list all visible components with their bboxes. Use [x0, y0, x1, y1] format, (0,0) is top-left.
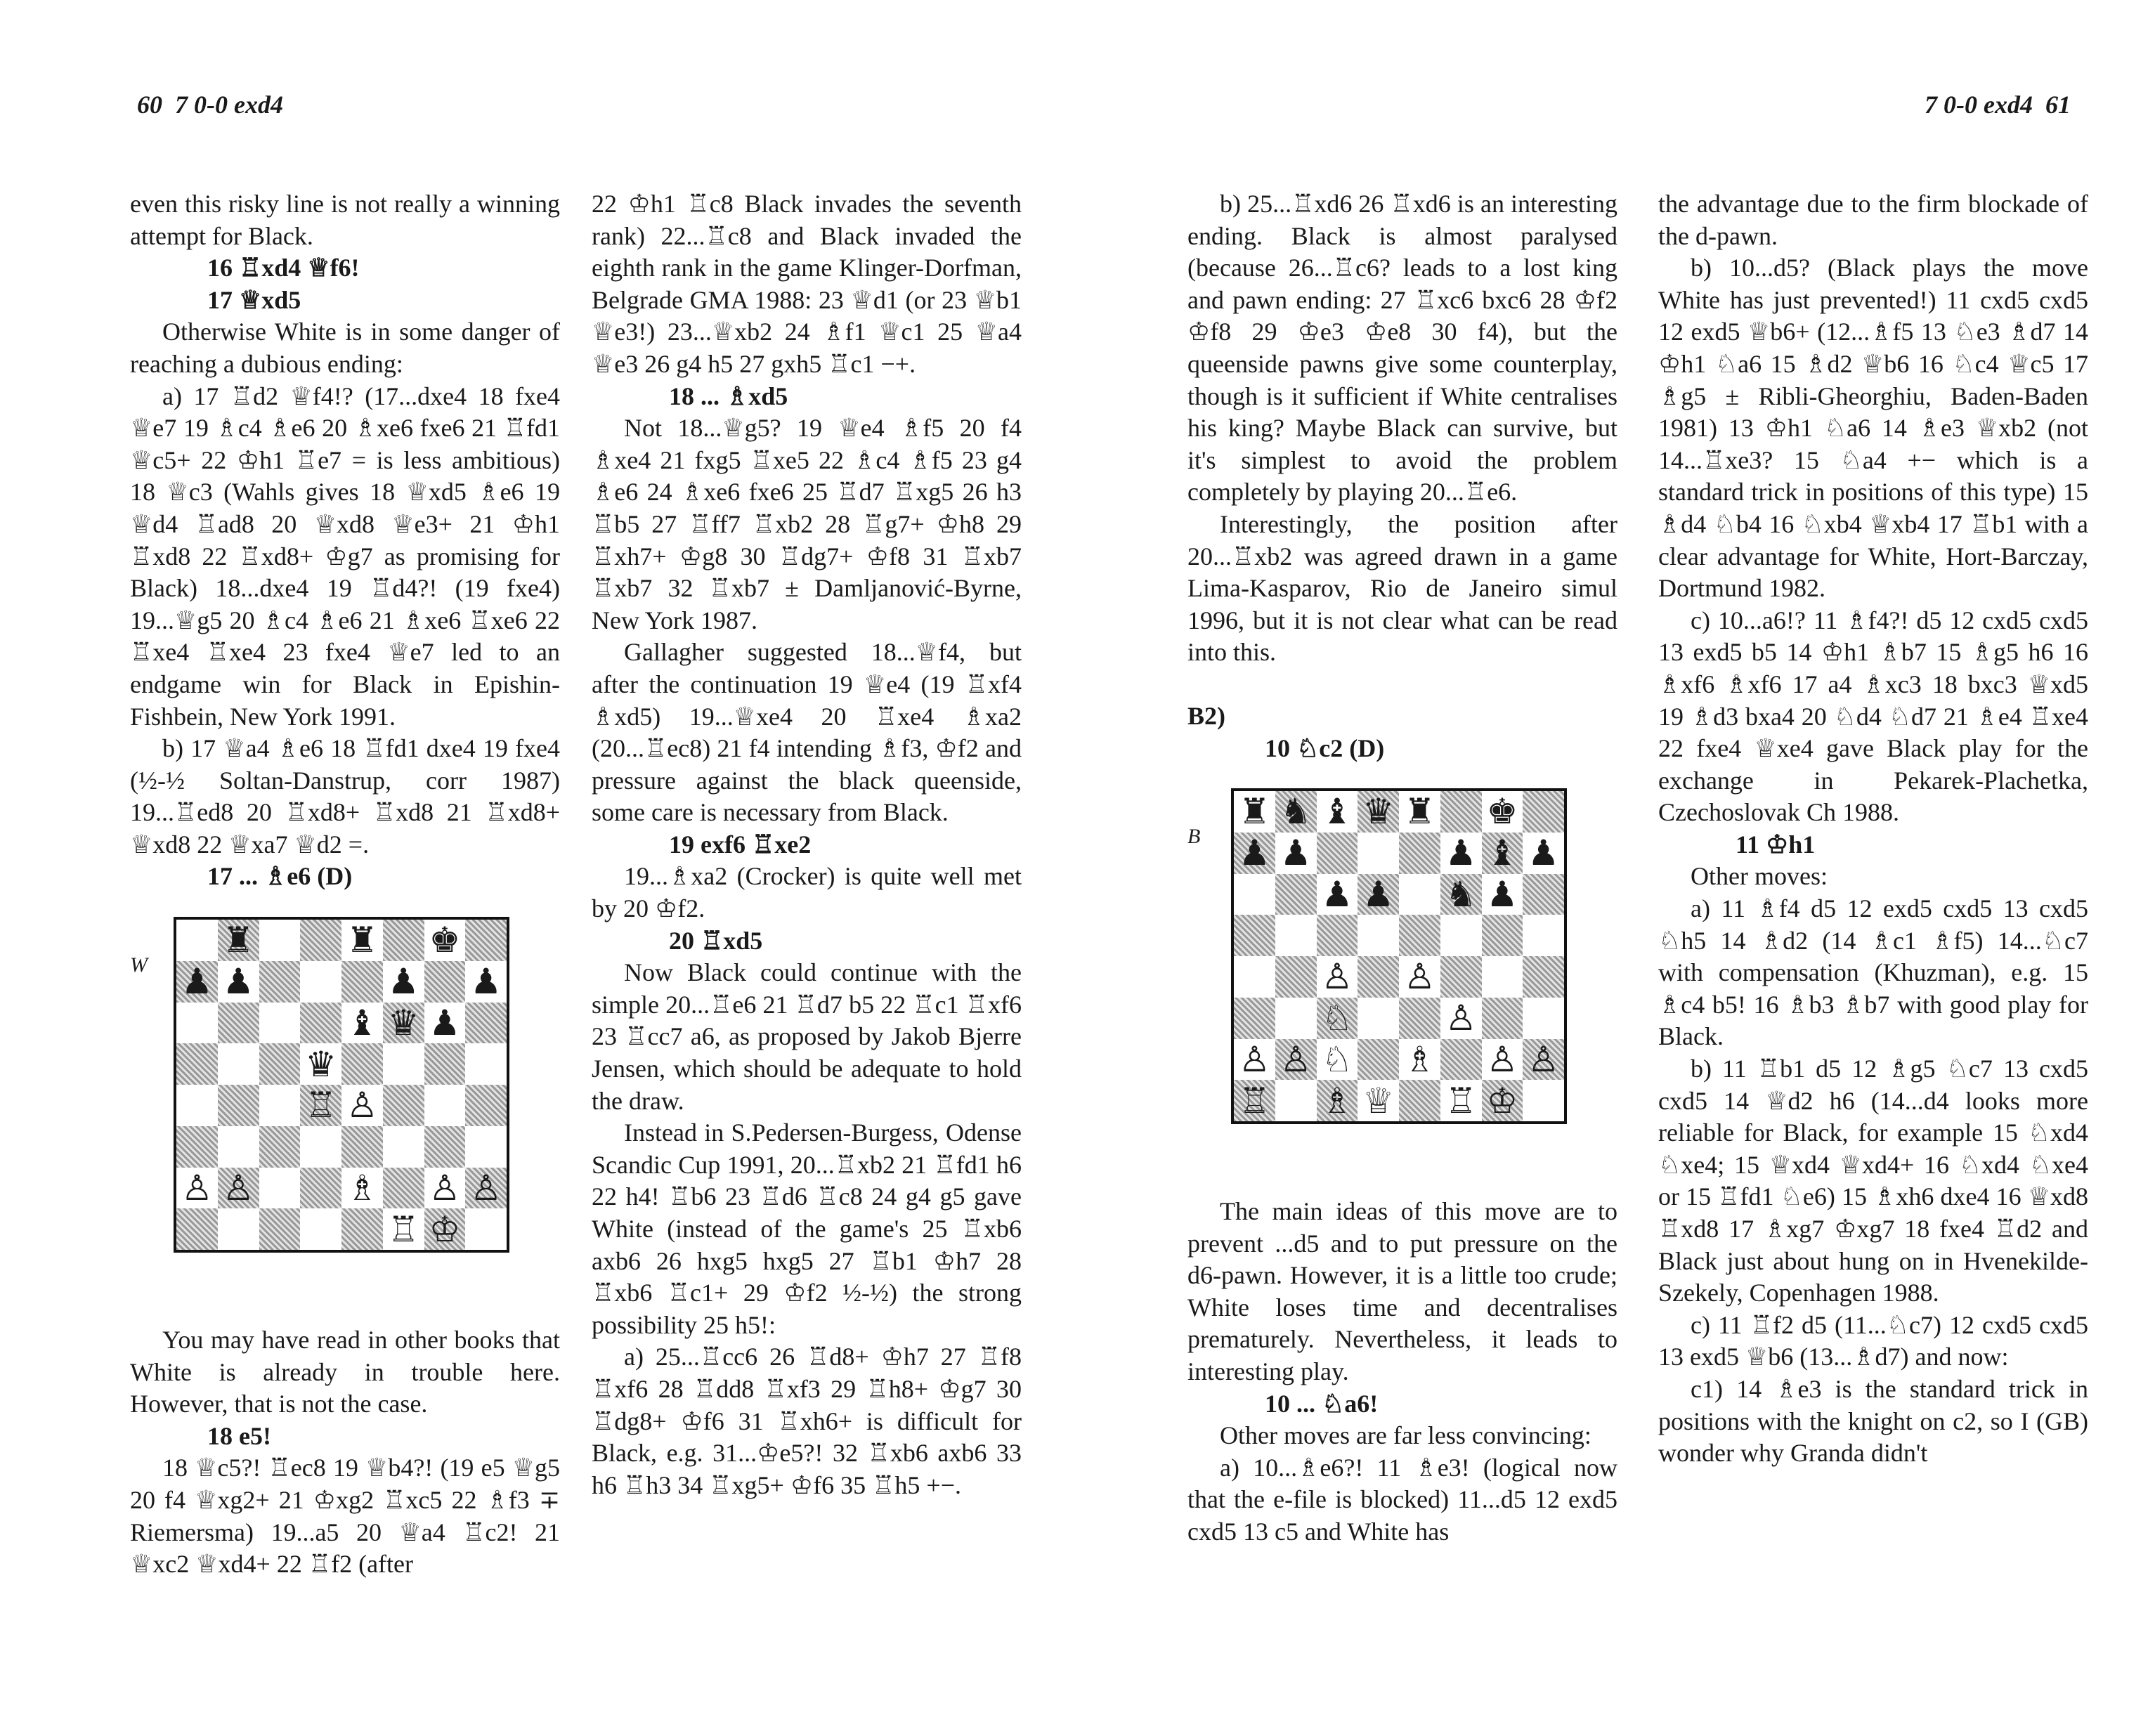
chess-square	[1234, 874, 1275, 915]
chess-piece-square: ♛	[383, 1003, 424, 1044]
chess-square	[465, 1208, 507, 1250]
chess-piece-square: ♗	[1399, 1039, 1440, 1081]
chess-square	[1399, 833, 1440, 874]
chess-square	[1440, 1039, 1482, 1081]
chess-piece-square: ♟	[1275, 833, 1317, 874]
chess-square	[300, 1126, 341, 1168]
chess-piece-square: ♗	[341, 1168, 383, 1209]
chess-square	[383, 920, 424, 961]
chess-square	[300, 1168, 341, 1209]
chess-square	[1358, 998, 1399, 1039]
side-to-move-label: W	[130, 953, 148, 977]
chess-piece-square: ♙	[1317, 956, 1358, 998]
chess-piece-square: ♟	[383, 961, 424, 1003]
chess-piece-square: ♟	[218, 961, 259, 1003]
chess-square	[1482, 998, 1523, 1039]
chess-piece-square: ♖	[1234, 1080, 1275, 1121]
chess-piece-square: ♝	[1482, 833, 1523, 874]
chess-square	[1523, 998, 1564, 1039]
chess-piece-square: ♖	[1440, 1080, 1482, 1121]
move-line: 10 ♘c2 (D)	[1265, 733, 1385, 762]
paragraph: c1) 14 ♗e3 is the standard trick in positions with the knight on c2, so I (GB) wonder why Granda didn't	[1658, 1374, 2088, 1468]
chess-square	[1399, 874, 1440, 915]
left-page-number: 60	[137, 91, 162, 119]
chess-square	[1275, 915, 1317, 956]
chess-square	[176, 1126, 218, 1168]
chess-square	[1440, 791, 1482, 833]
chess-square	[383, 1043, 424, 1085]
chess-square	[1234, 998, 1275, 1039]
chess-square	[1523, 1080, 1564, 1121]
paragraph: 19...♗xa2 (Crocker) is quite well met by 20 ♔f2.	[592, 862, 1022, 923]
chess-square	[300, 1003, 341, 1044]
paragraph: Instead in S.Pedersen-Burgess, Odense Scandic Cup 1991, 20...♖xb2 21 ♖fd1 h6 22 h4! ♖b6 23 ♖d6 ♖c8 24 g4 g5 gave White (instead of the game's 25 ♖xb6 axb6 26 hxg5 hxg5 27 ♖b1 ♔h7 28 ♖xb6 ♖c1+ 29 ♔f2 ½-½) the strong possibility 25 h5!:	[592, 1118, 1022, 1339]
chess-piece-square: ♙	[1482, 1039, 1523, 1081]
chess-square	[1317, 915, 1358, 956]
paragraph: 18 ♕c5?! ♖ec8 19 ♕b4?! (19 e5 ♕g5 20 f4 ♕xg2+ 21 ♔xg2 ♖xc5 22 ♗f3 ∓ Riemersma) 19...a5 20 ♕a4 ♖c2! 21 ♕xc2 ♕xd4+ 22 ♖f2 (after	[130, 1454, 560, 1579]
chess-square	[1523, 956, 1564, 998]
chess-square	[259, 1208, 301, 1250]
chess-piece-square: ♗	[1317, 1080, 1358, 1121]
column-2	[592, 188, 1022, 1501]
paragraph: Not 18...♕g5? 19 ♕e4 ♗f5 20 f4 ♗xe4 21 fxg5 ♖xe5 22 ♗c4 ♗f5 23 g4 ♗e6 24 ♗xe6 fxe6 25 ♖d7 ♖xg5 26 h3 ♖b5 27 ♖ff7 ♖xb2 28 ♖g7+ ♔h8 29 ♖xh7+ ♔g8 30 ♖dg7+ ♔f8 31 ♖xb7 ♖xb7 32 ♖xb7 ± Damljanović-Byrne, New York 1987.	[592, 414, 1022, 634]
chess-square	[176, 1043, 218, 1085]
paragraph: Now Black could continue with the simple 20...♖e6 21 ♖d7 b5 22 ♖c1 ♖xf6 23 ♖cc7 a6, as proposed by Jakob Bjerre Jensen, which should be adequate to hold the draw.	[592, 958, 1022, 1115]
chess-piece-square: ♟	[465, 961, 507, 1003]
chess-square	[218, 1126, 259, 1168]
chess-piece-square: ♞	[1440, 874, 1482, 915]
chess-piece-square: ♜	[218, 920, 259, 961]
paragraph: Gallagher suggested 18...♕f4, but after the continuation 19 ♕e4 (19 ♖xf4 ♗xd5) 19...♕xe4 20 ♖xe4 ♗xa2 (20...♖ec8) 21 f4 intending ♗f3, ♔f2 and pressure against the black queenside, some care is necessary from Black.	[592, 638, 1022, 827]
chess-piece-square: ♟	[1482, 874, 1523, 915]
column-3	[1187, 188, 1617, 1548]
chess-square	[1275, 998, 1317, 1039]
move-line: 16 ♖xd4 ♕f6!	[207, 254, 360, 282]
chess-piece-square: ♝	[1317, 791, 1358, 833]
chess-square	[424, 1126, 466, 1168]
chess-piece-square: ♙	[341, 1085, 383, 1126]
paragraph: Interestingly, the position after 20...♖xb2 was agreed drawn in a game Lima-Kasparov, Rio de Janeiro simul 1996, but it is not clear what can be read into this.	[1187, 509, 1617, 667]
move-line: 11 ♔h1	[1736, 830, 1816, 859]
chess-piece-square: ♜	[1399, 791, 1440, 833]
chess-piece-square: ♟	[424, 1003, 466, 1044]
chess-piece-square: ♔	[424, 1208, 466, 1250]
chess-piece-square: ♚	[1482, 791, 1523, 833]
section-heading: B2)	[1187, 701, 1225, 730]
chess-piece-square: ♖	[383, 1208, 424, 1250]
chess-square	[465, 1085, 507, 1126]
chess-board	[1231, 788, 1567, 1124]
chess-square	[259, 1085, 301, 1126]
chess-square	[424, 1043, 466, 1085]
paragraph: The main ideas of this move are to prevent ...d5 and to put pressure on the d6-pawn. However, it is a little too crude; White loses time and decentralises prematurely. Nevertheless, it leads to interesting play.	[1187, 1197, 1617, 1386]
column-1	[130, 188, 560, 1581]
chess-square	[259, 1003, 301, 1044]
chess-square	[1317, 833, 1358, 874]
paragraph: c) 10...a6!? 11 ♗f4?! d5 12 cxd5 cxd5 13 exd5 b5 14 ♔h1 ♗b7 15 ♗g5 h6 16 ♗xf6 ♗xf6 17 a4 ♗xc3 18 bxc3 ♕xd5 19 ♗d3 bxa4 20 ♘d4 ♘d7 21 ♗e4 ♖xe4 22 fxe4 ♕xe4 gave Black play for the exchange in Pekarek-Plachetka, Czechoslovak Ch 1988.	[1658, 606, 2088, 827]
chess-square	[259, 1126, 301, 1168]
chess-square	[341, 961, 383, 1003]
chess-piece-square: ♕	[1358, 1080, 1399, 1121]
chess-square	[383, 1126, 424, 1168]
paragraph: 22 ♔h1 ♖c8 Black invades the seventh rank) 22...♖c8 and Black invaded the eighth rank in the game Klinger-Dorfman, Belgrade GMA 1988: 23 ♕d1 (or 23 ♕b1 ♕e3!) 23...♕xb2 24 ♗f1 ♕c1 25 ♕a4 ♕e3 26 g4 h5 27 gxh5 ♖c1 −+.	[592, 190, 1022, 378]
chess-square	[1275, 1080, 1317, 1121]
chess-piece-square: ♞	[1275, 791, 1317, 833]
chess-square	[300, 961, 341, 1003]
chess-piece-square: ♟	[1440, 833, 1482, 874]
move-line: 10 ... ♘a6!	[1265, 1389, 1379, 1418]
paragraph: a) 10...♗e6?! 11 ♗e3! (logical now that the e-file is blocked) 11...d5 12 exd5 cxd5 13 c5 and White has	[1187, 1453, 1617, 1546]
chess-square	[1275, 956, 1317, 998]
chess-piece-square: ♘	[1317, 1039, 1358, 1081]
move-line: 19 exf6 ♖xe2	[669, 830, 812, 859]
chess-square	[465, 1003, 507, 1044]
chess-square	[1523, 874, 1564, 915]
chess-square	[176, 1003, 218, 1044]
left-running-title: 7 0-0 exd4	[175, 91, 283, 119]
chess-piece-square: ♙	[1234, 1039, 1275, 1081]
chess-square	[176, 1085, 218, 1126]
chess-square	[1523, 915, 1564, 956]
paragraph: b) 25...♖xd6 26 ♖xd6 is an interesting ending. Black is almost paralysed (because 26...♖c6? leads to a lost king and pawn ending: 27 ♖xc6 bxc6 28 ♔f2 ♔f8 29 ♔e3 ♔e8 30 f4), but the queenside pawns give some counterplay, though is it sufficient if White centralises his king? Maybe Black can survive, but it's simplest to avoid the problem completely by playing 20...♖e6.	[1187, 190, 1617, 507]
right-page-header	[1925, 90, 2071, 119]
chess-square	[1234, 915, 1275, 956]
chess-square	[424, 961, 466, 1003]
chess-square	[465, 1126, 507, 1168]
chess-square	[176, 1208, 218, 1250]
paragraph: even this risky line is not really a winning attempt for Black.	[130, 190, 560, 250]
chess-square	[259, 920, 301, 961]
chess-square	[465, 920, 507, 961]
chess-square	[1358, 956, 1399, 998]
column-4	[1658, 188, 2088, 1470]
chess-piece-square: ♘	[1317, 998, 1358, 1039]
chess-piece-square: ♝	[341, 1003, 383, 1044]
side-to-move-label: B	[1187, 825, 1201, 849]
move-line: 17 ♕xd5	[207, 285, 301, 314]
chess-diagram-b2	[1187, 781, 1617, 1175]
chess-square	[341, 1126, 383, 1168]
move-line: 18 e5!	[207, 1421, 271, 1450]
chess-square	[300, 920, 341, 961]
chess-square	[1523, 791, 1564, 833]
paragraph: b) 17 ♕a4 ♗e6 18 ♖fd1 dxe4 19 fxe4 (½-½ Soltan-Danstrup, corr 1987) 19...♖ed8 20 ♖xd8+ ♖xd8 21 ♖xd8+ ♕xd8 22 ♕xa7 ♕d2 =.	[130, 734, 560, 859]
paragraph: You may have read in other books that White is already in trouble here. However, that is not the case.	[130, 1326, 560, 1418]
chess-square	[424, 1085, 466, 1126]
chess-square	[1358, 833, 1399, 874]
paragraph: Other moves:	[1691, 862, 1828, 891]
chess-square	[1275, 874, 1317, 915]
chess-square	[218, 1208, 259, 1250]
chess-square	[176, 920, 218, 961]
chess-piece-square: ♟	[1234, 833, 1275, 874]
right-running-title: 7 0-0 exd4	[1925, 91, 2033, 119]
chess-piece-square: ♙	[1440, 998, 1482, 1039]
chess-square	[218, 1003, 259, 1044]
chess-piece-square: ♙	[465, 1168, 507, 1209]
chess-piece-square: ♟	[1358, 874, 1399, 915]
chess-square	[465, 1043, 507, 1085]
chess-square	[300, 1208, 341, 1250]
chess-piece-square: ♟	[1317, 874, 1358, 915]
paragraph: the advantage due to the firm blockade of the d-pawn.	[1658, 190, 2088, 250]
chess-square	[259, 1168, 301, 1209]
paragraph: Otherwise White is in some danger of reaching a dubious ending:	[130, 318, 560, 378]
chess-square	[218, 1043, 259, 1085]
chess-square	[259, 961, 301, 1003]
chess-square	[1482, 956, 1523, 998]
chess-piece-square: ♔	[1482, 1080, 1523, 1121]
chess-piece-square: ♚	[424, 920, 466, 961]
chess-piece-square: ♜	[341, 920, 383, 961]
chess-piece-square: ♙	[424, 1168, 466, 1209]
right-page-number: 61	[2045, 91, 2071, 119]
chess-piece-square: ♟	[1523, 833, 1564, 874]
paragraph: a) 17 ♖d2 ♕f4!? (17...dxe4 18 fxe4 ♕e7 19 ♗c4 ♗e6 20 ♗xe6 fxe6 21 ♖fd1 ♕c5+ 22 ♔h1 ♖e7 = is less ambitious) 18 ♕c3 (Wahls gives 18 ♕xd5 ♗e6 19 ♕d4 ♖ad8 20 ♕xd8 ♕e3+ 21 ♔h1 ♖xd8 22 ♖xd8+ ♔g7 as promising for Black) 18...dxe4 19 ♖d4?! (19 fxe4) 19...♕g5 20 ♗c4 ♗e6 21 ♗xe6 ♖xe6 22 ♖xe4 ♖xe4 23 fxe4 ♕e7 led to an endgame win for Black in Epishin-Fishbein, New York 1991.	[130, 381, 560, 731]
chess-square	[341, 1208, 383, 1250]
chess-square	[1399, 1080, 1440, 1121]
move-line: 17 ... ♗e6 (D)	[207, 862, 353, 891]
chess-square	[1482, 915, 1523, 956]
paragraph: b) 10...d5? (Black plays the move White has just prevented!) 11 cxd5 cxd5 12 exd5 ♕b6+ (12...♗f5 13 ♘e3 ♗d7 14 ♔h1 ♘a6 15 ♗d2 ♕b6 16 ♘c4 ♕c5 17 ♗g5 ± Ribli-Gheorghiu, Baden-Baden 1981) 13 ♔h1 ♘a6 14 ♗e3 ♕xb2 (not 14...♖xe3? 15 ♘a4 +− which is a standard trick in positions of this type) 15 ♗d4 ♘b4 16 ♘xb4 ♕xb4 17 ♖b1 with a clear advantage for White, Hort-Barczay, Dortmund 1982.	[1658, 254, 2088, 603]
chess-square	[218, 1085, 259, 1126]
chess-square	[1399, 998, 1440, 1039]
move-line: 20 ♖xd5	[669, 926, 763, 955]
chess-square	[1358, 1039, 1399, 1081]
chess-piece-square: ♖	[300, 1085, 341, 1126]
chess-square	[1399, 915, 1440, 956]
chess-board	[174, 917, 509, 1253]
chess-piece-square: ♛	[1358, 791, 1399, 833]
chess-piece-square: ♙	[176, 1168, 218, 1209]
paragraph: b) 11 ♖b1 d5 12 ♗g5 ♘c7 13 cxd5 cxd5 14 ♕d2 h6 (14...d4 looks more reliable for Black, for example 15 ♘xd4 ♘xe4; 15 ♕xd4 ♕xd4+ 16 ♘xd4 ♘xe4 or 15 ♖fd1 ♘e6) 15 ♗xh6 dxe4 16 ♕xd8 ♖xd8 17 ♗xg7 ♔xg7 18 fxe4 ♖d2 and Black just about hung on in Hvenekilde-Szekely, Copenhagen 1988.	[1658, 1055, 2088, 1307]
chess-square	[1440, 915, 1482, 956]
chess-piece-square: ♙	[1399, 956, 1440, 998]
chess-piece-square: ♜	[1234, 791, 1275, 833]
paragraph: c) 11 ♖f2 d5 (11...♘c7) 12 cxd5 cxd5 13 exd5 ♕b6 (13...♗d7) and now:	[1658, 1310, 2088, 1371]
chess-square	[1440, 956, 1482, 998]
chess-square	[1234, 956, 1275, 998]
chess-piece-square: ♙	[218, 1168, 259, 1209]
move-line: 18 ... ♗xd5	[669, 381, 788, 410]
left-page-header	[137, 90, 283, 119]
chess-square	[383, 1085, 424, 1126]
chess-piece-square: ♙	[1275, 1039, 1317, 1081]
chess-piece-square: ♟	[176, 961, 218, 1003]
chess-diagram-left	[130, 910, 560, 1303]
chess-piece-square: ♙	[1523, 1039, 1564, 1081]
paragraph: a) 11 ♗f4 d5 12 exd5 cxd5 13 cxd5 ♘h5 14 ♗d2 (14 ♗c1 ♗f5) 14...♘c7 with compensation (Khuzman), e.g. 15 ♗c4 b5! 16 ♗b3 ♗b7 with good play for Black.	[1658, 894, 2088, 1051]
chess-piece-square: ♛	[300, 1043, 341, 1085]
paragraph: a) 25...♖cc6 26 ♖d8+ ♔h7 27 ♖f8 ♖xf6 28 ♖dd8 ♖xf3 29 ♖h8+ ♔g7 30 ♖dg8+ ♔f6 31 ♖xh6+ is difficult for Black, e.g. 31...♔e5?! 32 ♖xb6 axb6 33 h6 ♖h3 34 ♖xg5+ ♔f6 35 ♖h5 +−.	[592, 1343, 1022, 1499]
chess-square	[259, 1043, 301, 1085]
paragraph: Other moves are far less convincing:	[1220, 1421, 1591, 1450]
chess-square	[1358, 915, 1399, 956]
chess-square	[341, 1043, 383, 1085]
chess-square	[383, 1168, 424, 1209]
